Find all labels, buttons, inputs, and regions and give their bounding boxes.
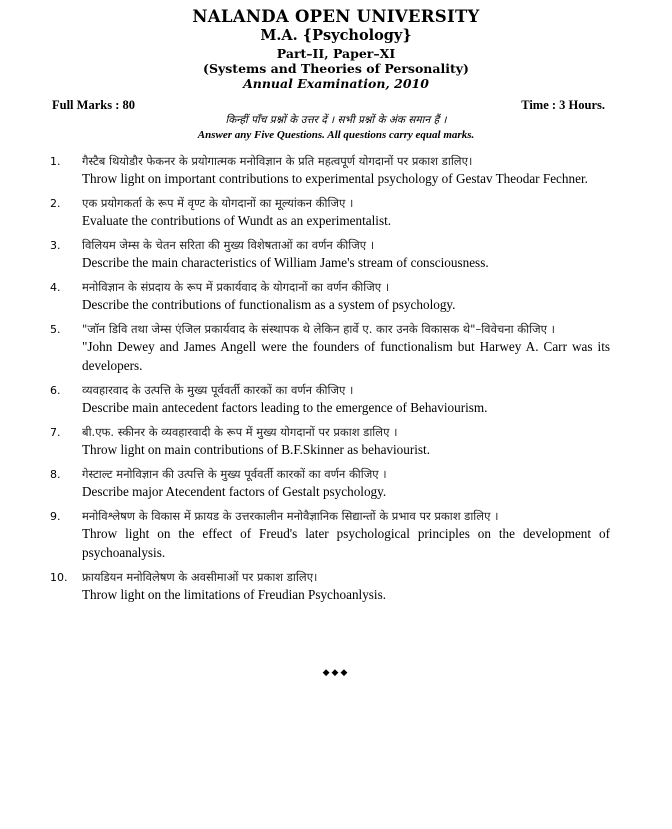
course-title: M.A. {Psychology} (260, 26, 412, 44)
instructions-english: Answer any Five Questions. All questions carry equal marks. (197, 129, 475, 141)
marks-row (52, 98, 605, 114)
question-hindi: गेस्टाल्ट मनोविज्ञान की उत्पत्ति के मुख्य पूर्ववर्ती कारकों का वर्णन कीजिए । (82, 467, 387, 481)
question-number: 6. (50, 384, 61, 397)
question-number: 4. (50, 281, 61, 294)
exam-session: Annual Examination, 2010 (243, 76, 429, 92)
question-english: Describe major Atecendent factors of Gestalt psychology. (82, 484, 387, 499)
question-number: 5. (50, 323, 61, 336)
question-number: 2. (50, 197, 61, 210)
instructions-hindi: किन्हीं पाँच प्रश्नों के उत्तर दें । सभी प्रश्नों के अंक समान हैं । (225, 114, 447, 126)
question-item (50, 466, 610, 501)
question-item (50, 508, 610, 562)
subject-title: (Systems and Theories of Personality) (203, 61, 469, 77)
question-number: 7. (50, 426, 61, 439)
question-english: "John Dewey and James Angell were the founders of functionalism but Harwey A. Carr was its developers. (82, 339, 610, 373)
question-number: 9. (50, 510, 61, 523)
question-item (50, 569, 610, 604)
exam-header (0, 8, 672, 92)
question-item (50, 424, 610, 459)
question-english: Evaluate the contributions of Wundt as an experimentalist. (82, 213, 392, 228)
question-english: Throw light on important contributions to experimental psychology of Gestav Theodar Fechner. (82, 171, 588, 186)
question-hindi: बी.एफ. स्कीनर के व्यवहारवादी के रूप में मुख्य योगदानों पर प्रकाश डालिए । (82, 425, 398, 439)
question-item (50, 237, 610, 272)
question-english: Describe the main characteristics of William Jame's stream of consciousness. (82, 255, 489, 270)
question-item (50, 279, 610, 314)
university-name: NALANDA OPEN UNIVERSITY (192, 7, 480, 26)
full-marks: Full Marks : 80 (52, 98, 135, 112)
question-item (50, 153, 610, 188)
question-hindi: विलियम जेम्स के चेतन सरिता की मुख्य विशेषताओं का वर्णन कीजिए । (82, 238, 375, 252)
question-english: Throw light on main contributions of B.F.Skinner as behaviourist. (82, 442, 431, 457)
question-hindi: मनोविश्लेषण के विकास में फ्रायड के उत्तरकालीन मनोवैज्ञानिक सिद्यान्तों के प्रभाव पर प्रकाश डालिए । (82, 509, 499, 523)
question-number: 1. (50, 155, 61, 168)
end-of-paper-ornament: ◆◆◆ (322, 668, 350, 678)
question-english: Describe the contributions of functionalism as a system of psychology. (82, 297, 456, 312)
question-item (50, 195, 610, 230)
question-number: 8. (50, 468, 61, 481)
question-number: 3. (50, 239, 61, 252)
question-list (50, 153, 610, 611)
question-item (50, 321, 610, 375)
question-hindi: फ्रायडियन मनोविलेषण के अवसीमाओं पर प्रकाश डालिए। (82, 570, 318, 584)
question-hindi: एक प्रयोगकर्ता के रूप में वृण्ट के योगदानों का मूल्यांकन कीजिए । (82, 196, 354, 210)
question-item (50, 382, 610, 417)
question-english: Throw light on the limitations of Freudian Psychoanlysis. (82, 587, 387, 602)
question-hindi: मनोविज्ञान के संप्रदाय के रूप में प्रकार्यवाद के योगदानों का वर्णन कीजिए । (82, 280, 390, 294)
paper-number: Part–II, Paper–XI (276, 45, 396, 61)
question-hindi: "जॉन डिवि तथा जेम्स एंजिल प्रकार्यवाद के संस्थापक थे लेकिन हार्वे ए. कार उनके विकासक थे"–विवेचना कीजिए । (82, 322, 555, 336)
exam-time: Time : 3 Hours. (521, 98, 605, 112)
question-hindi: गैस्टैब थियोडौर फेकनर के प्रयोगात्मक मनोविज्ञान के प्रति महत्वपूर्ण योगदानों पर प्रकाश डालिए। (82, 154, 473, 168)
question-hindi: व्यवहारवाद के उत्पत्ति के मुख्य पूर्ववर्ती कारकों का वर्णन कीजिए । (82, 383, 354, 397)
question-number: 10. (50, 571, 68, 584)
question-english: Describe main antecedent factors leading to the emergence of Behaviourism. (82, 400, 488, 415)
question-english: Throw light on the effect of Freud's later psychological principles on the development of psychoanalysis. (82, 526, 610, 560)
